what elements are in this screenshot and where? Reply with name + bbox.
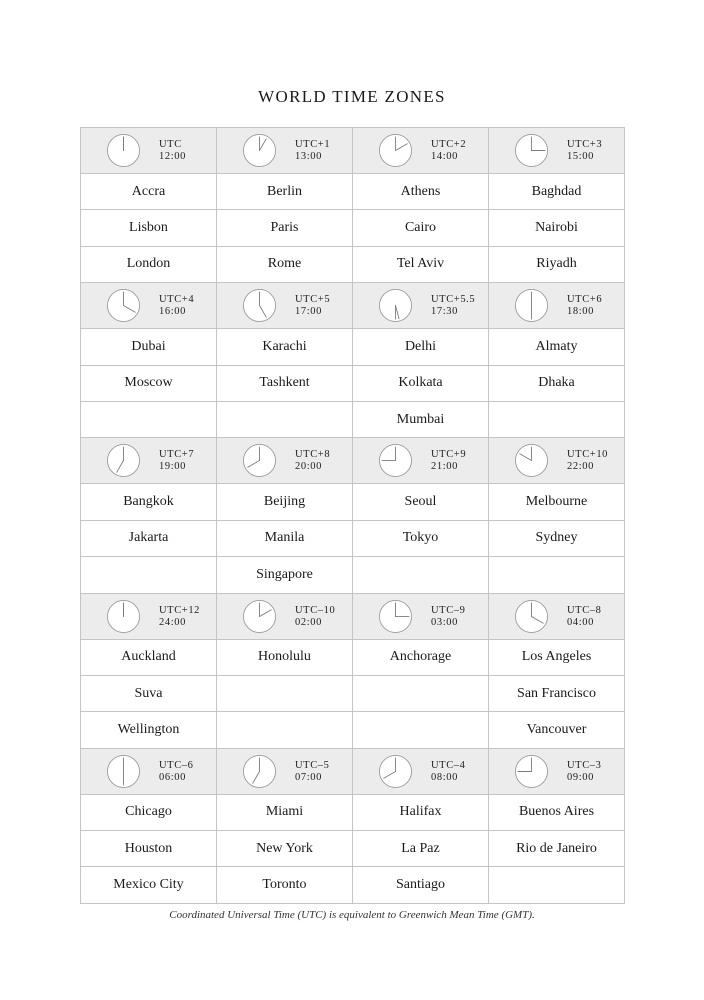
zone-header-cell: [489, 593, 625, 639]
utc-offset: UTC–3: [567, 759, 602, 771]
footnote: Coordinated Universal Time (UTC) is equivalent to Greenwich Mean Time (GMT).: [169, 909, 535, 921]
clock-icon: [514, 443, 549, 478]
utc-offset: UTC+6: [567, 294, 603, 306]
city-row: [81, 401, 625, 437]
zone-time: 14:00: [431, 151, 458, 162]
city-row: [81, 639, 625, 675]
city-cell: [353, 557, 489, 593]
city-cell: Toronto: [217, 867, 353, 903]
zone-header-cell: [353, 748, 489, 794]
zone-time: 24:00: [159, 616, 186, 628]
clock-icon: [106, 443, 141, 478]
zone-header-row: [81, 283, 625, 329]
city-cell: Jakarta: [81, 520, 217, 556]
zone-header-cell: [81, 438, 217, 484]
utc-offset: UTC+2: [431, 139, 467, 150]
clock-icon: [242, 288, 277, 323]
city-row: [81, 557, 625, 593]
zone-header-cell: [353, 438, 489, 484]
city-cell: Accra: [81, 174, 217, 210]
zone-header-cell: [489, 283, 625, 329]
utc-offset: UTC+9: [431, 449, 467, 461]
city-cell: Honolulu: [217, 639, 353, 675]
utc-offset: UTC+1: [295, 139, 331, 150]
city-cell: Manila: [217, 520, 353, 556]
zone-label: [159, 294, 194, 318]
utc-offset: UTC–10: [295, 604, 336, 616]
clock-icon: [514, 599, 549, 634]
city-cell: Almaty: [489, 329, 625, 365]
city-cell: Chicago: [81, 794, 217, 830]
zone-header-cell: [81, 283, 217, 329]
city-row: [81, 794, 625, 830]
city-row: [81, 329, 625, 365]
utc-offset: UTC+12: [159, 604, 201, 616]
utc-offset: UTC+4: [159, 294, 195, 306]
city-cell: Rome: [217, 246, 353, 282]
zone-header-cell: [217, 128, 353, 174]
utc-offset: UTC+5: [295, 294, 331, 306]
clock-icon: [106, 288, 141, 323]
utc-offset: UTC+7: [159, 449, 195, 461]
city-cell: Wellington: [81, 712, 217, 748]
city-cell: Auckland: [81, 639, 217, 675]
zone-label: [567, 605, 602, 629]
city-cell: [217, 675, 353, 711]
zone-time: 18:00: [567, 306, 594, 318]
clock-icon: [378, 288, 413, 323]
zone-label: [431, 294, 475, 318]
clock-icon: [242, 754, 277, 789]
city-cell: Miami: [217, 794, 353, 830]
zone-label: [159, 449, 194, 473]
city-cell: Beijing: [217, 484, 353, 520]
zone-time: 13:00: [295, 151, 322, 162]
clock-icon: [378, 754, 413, 789]
zone-header-cell: [217, 283, 353, 329]
city-cell: Buenos Aires: [489, 794, 625, 830]
zone-label: [567, 449, 608, 473]
zone-time: 07:00: [295, 771, 322, 783]
city-cell: Halifax: [353, 794, 489, 830]
city-row: [81, 867, 625, 903]
zone-label: [295, 449, 330, 473]
zone-label: [295, 294, 330, 318]
clock-icon: [106, 754, 141, 789]
clock-icon: [514, 754, 549, 789]
city-row: [81, 712, 625, 748]
zone-header-cell: [489, 128, 625, 174]
city-cell: Tokyo: [353, 520, 489, 556]
city-row: [81, 675, 625, 711]
clock-icon: [514, 133, 549, 168]
zone-label: [159, 760, 194, 784]
city-cell: Sydney: [489, 520, 625, 556]
city-cell: Cairo: [353, 210, 489, 246]
zone-time: 09:00: [567, 771, 594, 783]
zone-time: 04:00: [567, 616, 594, 628]
city-cell: Kolkata: [353, 365, 489, 401]
utc-offset: UTC+5.5: [431, 294, 476, 306]
zone-label: [567, 139, 602, 163]
city-cell: Rio de Janeiro: [489, 831, 625, 867]
zone-header-cell: [217, 748, 353, 794]
zone-time: 17:00: [295, 306, 322, 318]
utc-offset: UTC–4: [431, 759, 466, 771]
page-title: WORLD TIME ZONES: [258, 87, 446, 106]
zone-label: [567, 760, 602, 784]
zone-time: 17:30: [431, 306, 458, 318]
zone-time: 20:00: [295, 461, 322, 473]
city-cell: Vancouver: [489, 712, 625, 748]
city-cell: Dubai: [81, 329, 217, 365]
zone-header-cell: [217, 438, 353, 484]
utc-offset: UTC: [159, 139, 182, 150]
city-row: [81, 831, 625, 867]
time-zone-table: [80, 127, 625, 904]
city-row: [81, 174, 625, 210]
zone-header-row: [81, 438, 625, 484]
clock-icon: [106, 133, 141, 168]
city-row: [81, 520, 625, 556]
zone-label: [159, 139, 186, 163]
city-cell: Mumbai: [353, 401, 489, 437]
city-cell: [217, 712, 353, 748]
clock-icon: [378, 443, 413, 478]
city-cell: Berlin: [217, 174, 353, 210]
city-cell: [489, 867, 625, 903]
zone-header-cell: [353, 593, 489, 639]
city-cell: [489, 401, 625, 437]
zone-label: [159, 605, 200, 629]
city-cell: La Paz: [353, 831, 489, 867]
city-cell: [353, 712, 489, 748]
city-row: [81, 246, 625, 282]
city-cell: Santiago: [353, 867, 489, 903]
zone-header-cell: [489, 748, 625, 794]
city-cell: Lisbon: [81, 210, 217, 246]
clock-icon: [106, 599, 141, 634]
city-row: [81, 484, 625, 520]
city-cell: [353, 675, 489, 711]
city-cell: Moscow: [81, 365, 217, 401]
utc-offset: UTC–5: [295, 759, 330, 771]
zone-label: [431, 605, 466, 629]
city-cell: Tashkent: [217, 365, 353, 401]
zone-header-cell: [81, 593, 217, 639]
utc-offset: UTC+8: [295, 449, 331, 461]
zone-time: 08:00: [431, 771, 458, 783]
city-cell: Melbourne: [489, 484, 625, 520]
city-cell: Paris: [217, 210, 353, 246]
city-cell: Anchorage: [353, 639, 489, 675]
zone-time: 16:00: [159, 306, 186, 318]
city-cell: Los Angeles: [489, 639, 625, 675]
zone-header-cell: [489, 438, 625, 484]
city-cell: [217, 401, 353, 437]
city-cell: Nairobi: [489, 210, 625, 246]
zone-label: [295, 605, 335, 629]
utc-offset: UTC+10: [567, 449, 609, 461]
zone-label: [431, 449, 466, 473]
city-cell: Suva: [81, 675, 217, 711]
zone-time: 03:00: [431, 616, 458, 628]
clock-icon: [242, 133, 277, 168]
zone-time: 06:00: [159, 771, 186, 783]
zone-label: [295, 760, 330, 784]
zone-header-cell: [81, 748, 217, 794]
city-cell: Karachi: [217, 329, 353, 365]
city-row: [81, 365, 625, 401]
city-cell: [489, 557, 625, 593]
zone-label: [431, 760, 466, 784]
clock-icon: [514, 288, 549, 323]
city-cell: Riyadh: [489, 246, 625, 282]
zone-label: [567, 294, 602, 318]
city-cell: Mexico City: [81, 867, 217, 903]
city-cell: Seoul: [353, 484, 489, 520]
city-cell: [81, 401, 217, 437]
zone-header-cell: [81, 128, 217, 174]
city-cell: London: [81, 246, 217, 282]
clock-icon: [242, 599, 277, 634]
utc-offset: UTC–9: [431, 604, 466, 616]
city-cell: Tel Aviv: [353, 246, 489, 282]
city-cell: New York: [217, 831, 353, 867]
clock-icon: [378, 599, 413, 634]
zone-time: 21:00: [431, 461, 458, 473]
zone-time: 15:00: [567, 151, 594, 162]
city-cell: Bangkok: [81, 484, 217, 520]
city-cell: [81, 557, 217, 593]
utc-offset: UTC–8: [567, 604, 602, 616]
zone-time: 19:00: [159, 461, 186, 473]
city-cell: Baghdad: [489, 174, 625, 210]
city-cell: Athens: [353, 174, 489, 210]
city-row: [81, 210, 625, 246]
zone-label: [431, 139, 466, 163]
zone-header-cell: [217, 593, 353, 639]
city-cell: San Francisco: [489, 675, 625, 711]
zone-time: 02:00: [295, 616, 322, 628]
city-cell: Dhaka: [489, 365, 625, 401]
zone-header-row: [81, 593, 625, 639]
utc-offset: UTC+3: [567, 139, 603, 150]
clock-icon: [378, 133, 413, 168]
city-cell: Delhi: [353, 329, 489, 365]
city-cell: Singapore: [217, 557, 353, 593]
zone-header-cell: [353, 128, 489, 174]
zone-time: 12:00: [159, 151, 186, 162]
clock-icon: [242, 443, 277, 478]
zone-label: [295, 139, 330, 163]
zone-time: 22:00: [567, 461, 594, 473]
zone-header-row: [81, 128, 625, 174]
city-cell: Houston: [81, 831, 217, 867]
zone-header-cell: [353, 283, 489, 329]
zone-header-row: [81, 748, 625, 794]
utc-offset: UTC–6: [159, 759, 194, 771]
